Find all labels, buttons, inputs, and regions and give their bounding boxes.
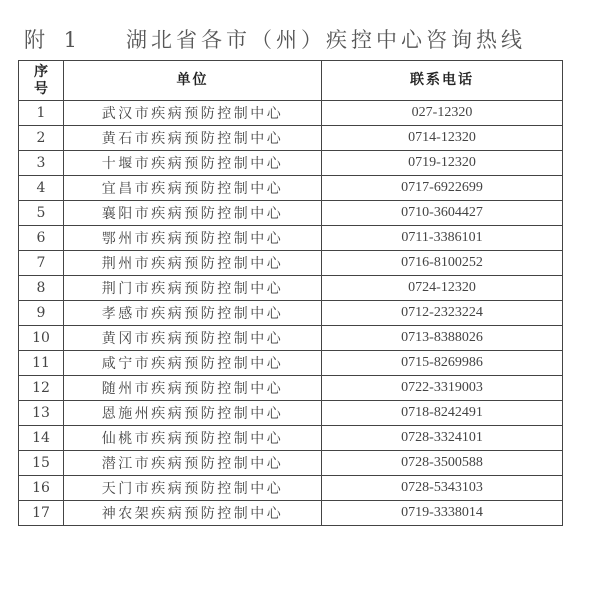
row-unit: 孝感市疾病预防控制中心 [64,301,322,326]
row-seq: 14 [19,426,64,451]
table-row [19,476,563,501]
row-unit: 随州市疾病预防控制中心 [64,376,322,401]
row-seq: 5 [19,201,64,226]
table-row [19,501,563,526]
table-row [19,451,563,476]
table-row [19,226,563,251]
page-title: 湖北省各市（州）疾控中心咨询热线 [126,28,526,52]
row-unit: 黄冈市疾病预防控制中心 [64,326,322,351]
row-seq: 13 [19,401,64,426]
table-row [19,101,563,126]
table-row [19,326,563,351]
row-phone: 0728-3500588 [322,451,563,476]
header-seq-line2: 号 [34,80,48,97]
row-phone: 027-12320 [322,101,563,126]
table-row [19,251,563,276]
table-row [19,276,563,301]
row-unit: 咸宁市疾病预防控制中心 [64,351,322,376]
row-seq: 8 [19,276,64,301]
row-unit: 神农架疾病预防控制中心 [64,501,322,526]
row-phone: 0715-8269986 [322,351,563,376]
row-seq: 1 [19,101,64,126]
row-phone: 0724-12320 [322,276,563,301]
attachment-label: 附 1 [24,28,84,52]
row-unit: 荆门市疾病预防控制中心 [64,276,322,301]
table-row [19,301,563,326]
row-unit: 武汉市疾病预防控制中心 [64,101,322,126]
table-row [19,376,563,401]
row-phone: 0719-3338014 [322,501,563,526]
table-row [19,401,563,426]
row-unit: 仙桃市疾病预防控制中心 [64,426,322,451]
row-phone: 0728-5343103 [322,476,563,501]
row-seq: 2 [19,126,64,151]
row-seq: 6 [19,226,64,251]
row-seq: 12 [19,376,64,401]
row-unit: 襄阳市疾病预防控制中心 [64,201,322,226]
header-phone: 联系电话 [322,61,563,101]
row-seq: 4 [19,176,64,201]
row-phone: 0718-8242491 [322,401,563,426]
row-seq: 11 [19,351,64,376]
row-seq: 9 [19,301,64,326]
header-unit: 单位 [64,61,322,101]
row-unit: 十堰市疾病预防控制中心 [64,151,322,176]
table-row [19,426,563,451]
row-phone: 0712-2323224 [322,301,563,326]
row-phone: 0710-3604427 [322,201,563,226]
row-seq: 15 [19,451,64,476]
row-seq: 7 [19,251,64,276]
hotline-table [18,60,563,526]
row-unit: 天门市疾病预防控制中心 [64,476,322,501]
row-phone: 0716-8100252 [322,251,563,276]
row-seq: 3 [19,151,64,176]
row-unit: 黄石市疾病预防控制中心 [64,126,322,151]
table-row [19,126,563,151]
table-row [19,176,563,201]
row-phone: 0717-6922699 [322,176,563,201]
table-row [19,201,563,226]
row-seq: 10 [19,326,64,351]
row-phone: 0714-12320 [322,126,563,151]
header-seq [19,61,64,101]
row-unit: 恩施州疾病预防控制中心 [64,401,322,426]
row-phone: 0722-3319003 [322,376,563,401]
row-unit: 鄂州市疾病预防控制中心 [64,226,322,251]
table-row [19,351,563,376]
table-row [19,151,563,176]
row-phone: 0711-3386101 [322,226,563,251]
row-seq: 17 [19,501,64,526]
row-unit: 潜江市疾病预防控制中心 [64,451,322,476]
row-phone: 0728-3324101 [322,426,563,451]
document-title-line [24,24,584,54]
row-phone: 0719-12320 [322,151,563,176]
table-header-row [19,61,563,101]
table-body [19,101,563,526]
row-seq: 16 [19,476,64,501]
row-unit: 宜昌市疾病预防控制中心 [64,176,322,201]
header-seq-line1: 序 [34,63,48,80]
row-phone: 0713-8388026 [322,326,563,351]
row-unit: 荆州市疾病预防控制中心 [64,251,322,276]
